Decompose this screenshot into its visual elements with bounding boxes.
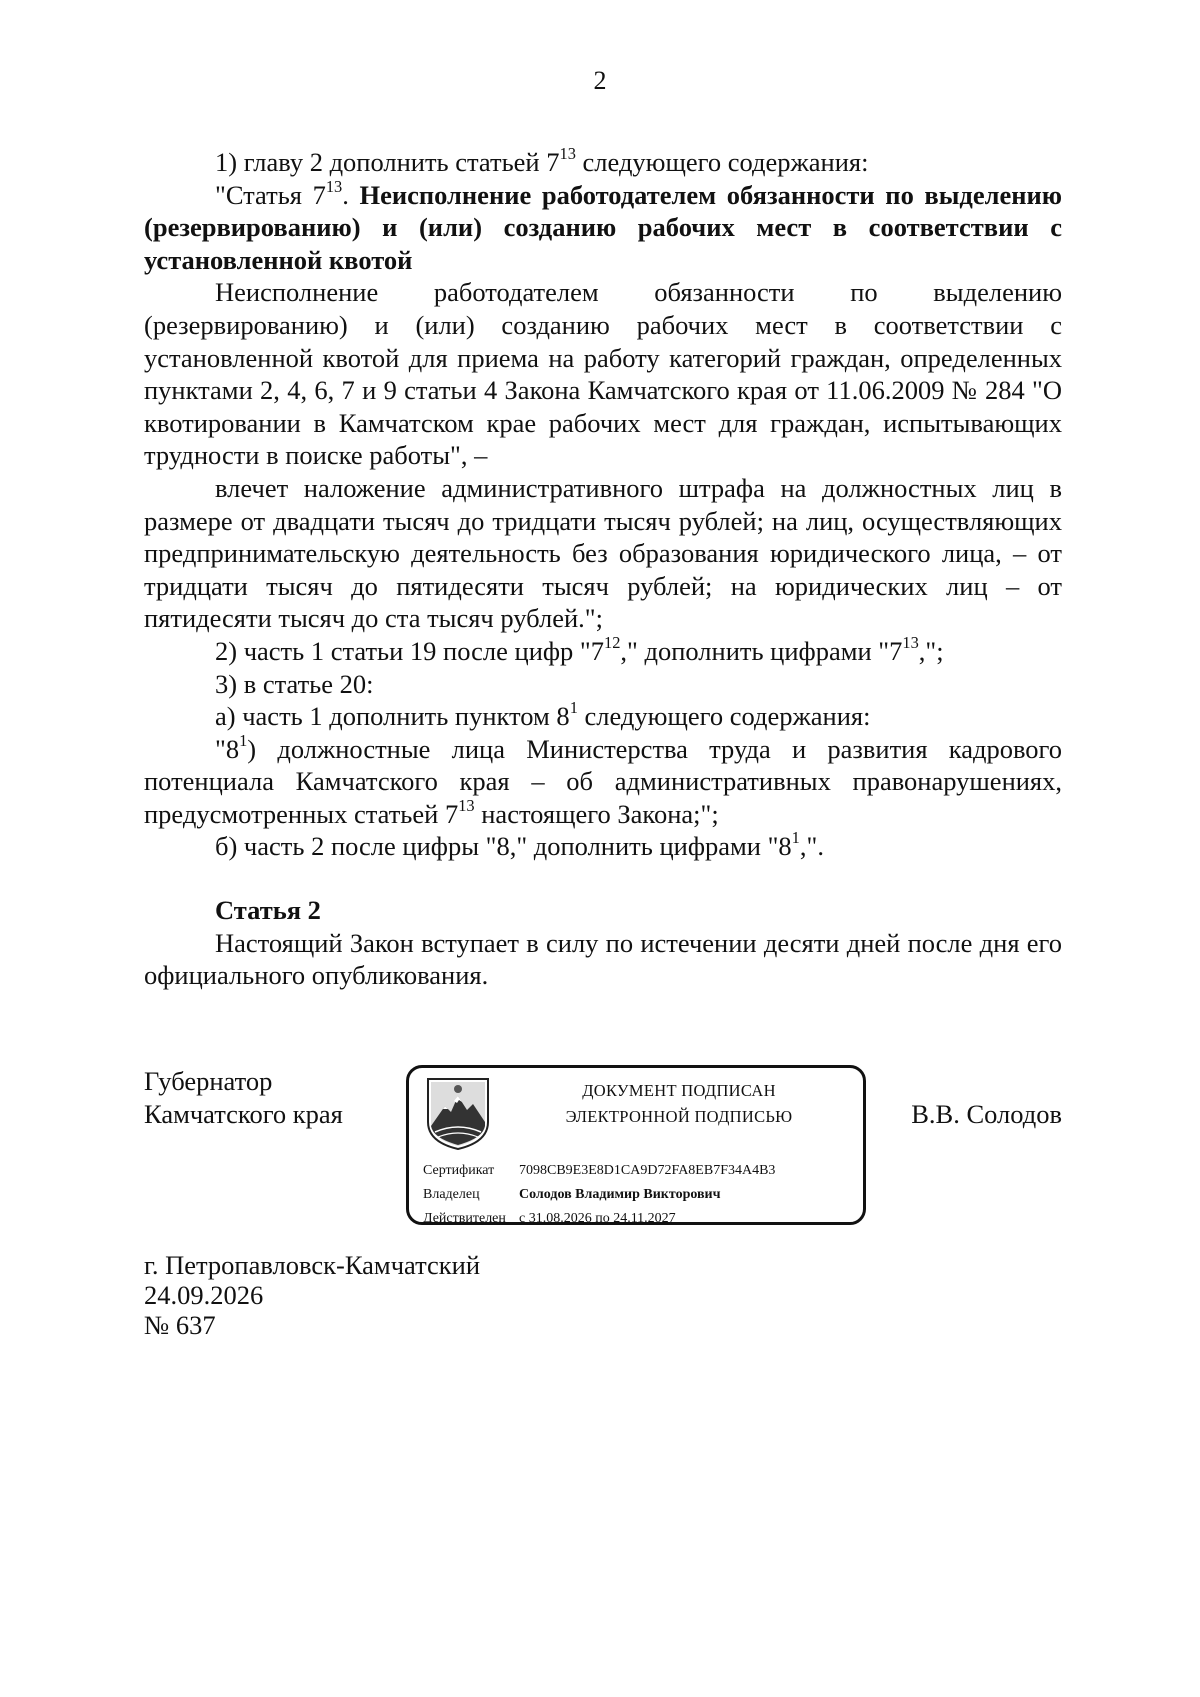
document-body [144, 146, 1062, 992]
certificate-line: Сертификат 7098CB9E3E8D1CA9D72FA8EB7F34A4B3 [423, 1163, 776, 1178]
paragraph-9: б) часть 2 после цифры "8," дополнить цифрами "$8^1$,". [215, 828, 824, 862]
paragraph-6: 3) в статье 20: [215, 668, 374, 699]
article-2-text: Настоящий Закон вступает в силу по истечении десяти дней после дня его официального опубликования. [144, 927, 1062, 991]
date: 24.09.2026 [144, 1280, 264, 1310]
paragraph-4: влечет наложение административного штрафа на должностных лиц в размере от двадцати тысяч до тридцати тысяч рублей; на лиц, осуществляющих предпринимательскую деятельность без образования юридического лица, – от тридцати тысяч до пятидесяти тысяч рублей; на юридических лиц – от пятидесяти тысяч до ста тысяч рублей."; [144, 472, 1062, 634]
owner-line: Владелец Солодов Владимир Викторович [423, 1187, 721, 1202]
governor-title: Губернатор Камчатского края [144, 1066, 343, 1129]
kamchatka-emblem-icon [425, 1076, 491, 1152]
electronic-signature-stamp [406, 1065, 866, 1225]
signature-block [144, 1065, 1062, 1245]
paragraph-1: 1) главу 2 дополнить статьей $7^{13}$ следующего содержания: [215, 144, 869, 177]
paragraph-7: а) часть 1 дополнить пунктом $8^1$ следующего содержания: [215, 698, 871, 732]
city: г. Петропавловск-Камчатский [144, 1250, 480, 1280]
stamp-header: ДОКУМЕНТ ПОДПИСАН ЭЛЕКТРОННОЙ ПОДПИСЬЮ [565, 1081, 793, 1126]
validity-line: Действителен с 31.08.2026 по 24.11.2027 [423, 1211, 676, 1226]
law-number: № 637 [144, 1310, 216, 1340]
article-7-13-heading: "Статья $7^{13}$. Неисполнение работодателем обязанности по выделению (резервированию) и (или) созданию рабочих мест в соответствии с установленной квотой [144, 176, 1062, 275]
paragraph-3: Неисполнение работодателем обязанности по выделению (резервированию) и (или) созданию рабочих мест в соответствии с установленной квотой для приема на работу категорий граждан, определенных пунктами 2, 4, 6, 7 и 9 статьи 4 Закона Камчатского края от 11.06.2009 № 284 "О квотировании в Камчатском крае рабочих мест для граждан, испытывающих трудности в поиске работы", – [144, 277, 1062, 471]
article-2-heading: Статья 2 [215, 895, 321, 926]
place-date-number [144, 1250, 480, 1340]
paragraph-5: 2) часть 1 статьи 19 после цифр "$7^{12}$," дополнить цифрами "$7^{13}$,"; [215, 633, 944, 666]
governor-name: В.В. Солодов [911, 1099, 1062, 1129]
paragraph-8: "$8^1$) должностные лица Министерства труда и развития кадрового потенциала Камчатского края – об административных правонарушениях, предусмотренных статьей $7^{13}$ настоящего Закона;"; [144, 730, 1062, 829]
page-number: 2 [593, 66, 607, 95]
